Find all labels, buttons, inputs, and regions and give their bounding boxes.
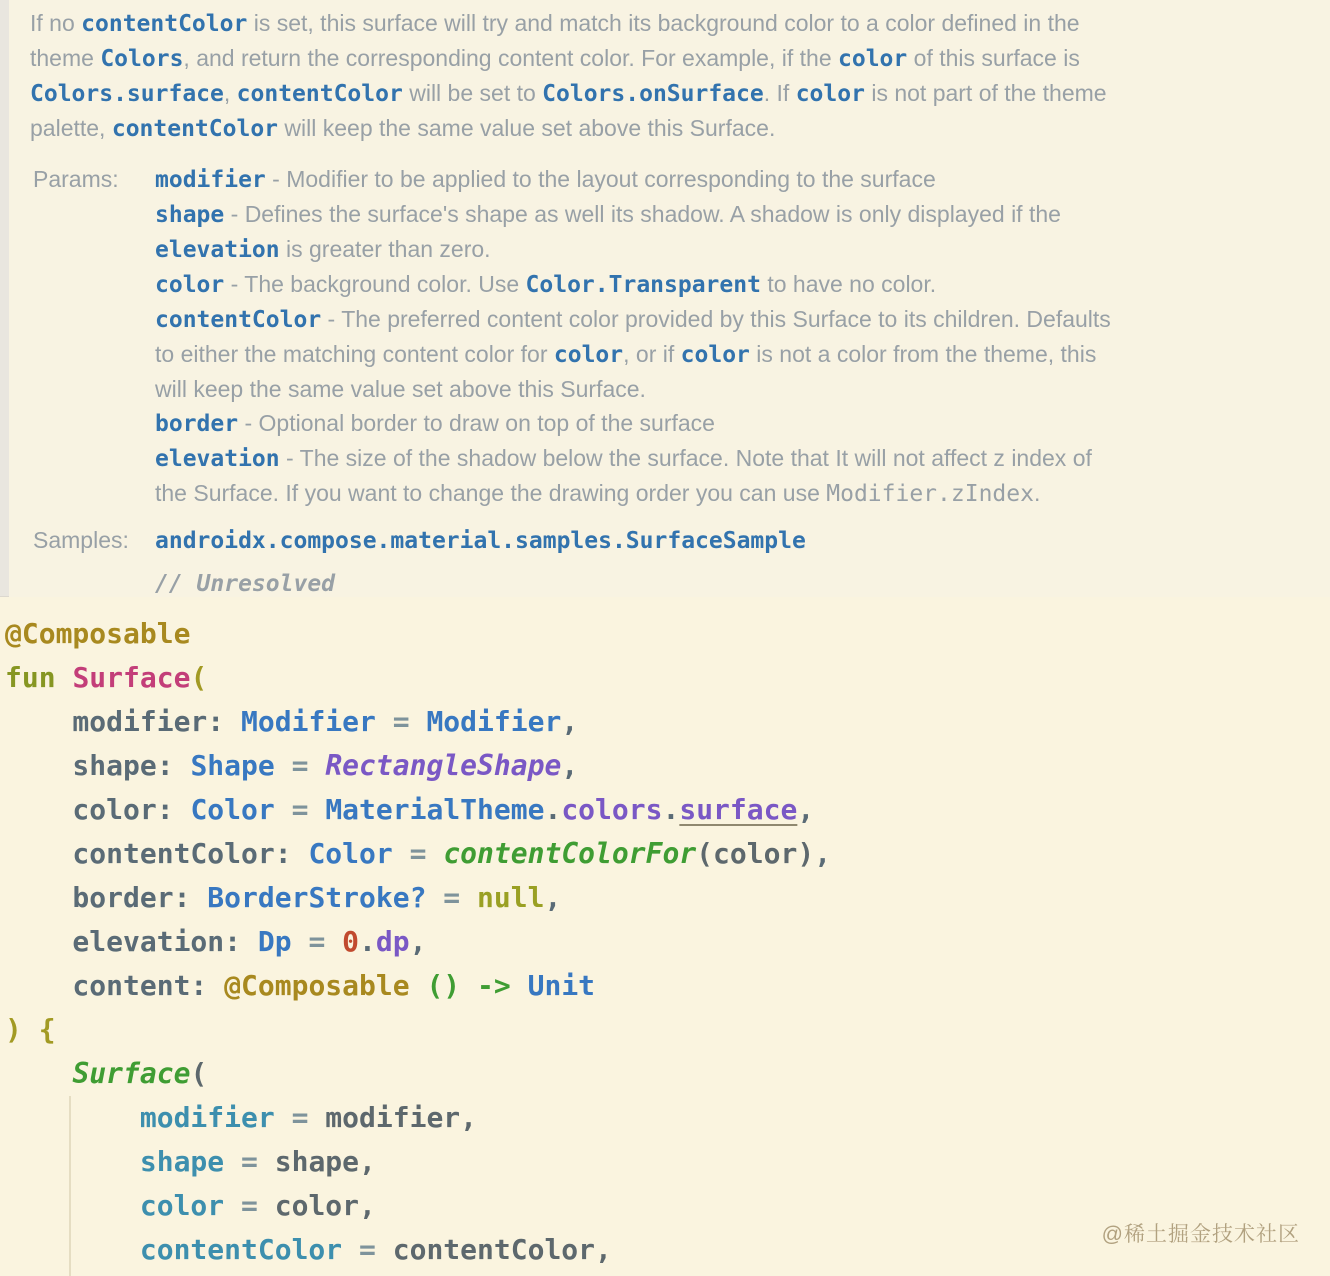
text-line: contentColor - The preferred content color provided by this Surface to its children. Defaults [155, 306, 1111, 333]
text-line: androidx.compose.material.samples.SurfaceSample [155, 528, 806, 554]
samples-section [30, 523, 1330, 601]
text-line: color - The background color. Use Color.Transparent to have no color. [155, 271, 937, 298]
text-line: theme Colors, and return the corresponding content color. For example, if the color of this surface is [30, 45, 1080, 72]
text-line: shape: Shape = RectangleShape, [5, 749, 579, 782]
params-content [155, 162, 1111, 511]
text-line: contentColor: Color = contentColorFor(color), [5, 837, 832, 870]
text-line: fun Surface( [5, 661, 208, 694]
text-line: shape - Defines the surface's shape as well its shadow. A shadow is only displayed if the [155, 201, 1061, 228]
text-line: modifier - Modifier to be applied to the layout corresponding to the surface [155, 166, 936, 193]
text-line: to either the matching content color for color, or if color is not a color from the theme, this [155, 341, 1097, 368]
params-section [30, 162, 1330, 511]
text-line: // Unresolved [155, 571, 336, 597]
text-line: elevation - The size of the shadow below the surface. Note that It will not affect z index of [155, 445, 1092, 472]
samples-wrap [155, 523, 806, 601]
params-label: Params: [33, 166, 119, 192]
text-line: color = color, [139, 1189, 376, 1222]
samples-content[interactable] [155, 523, 806, 558]
quick-documentation-popup[interactable] [9, 0, 1330, 597]
text-line: ) { [5, 1013, 56, 1046]
text-line: @Composable [5, 617, 191, 650]
text-line: content: @Composable () -> Unit [5, 969, 596, 1002]
code-editor[interactable] [0, 597, 1330, 1276]
left-gutter-strip [0, 0, 9, 597]
text-line: Colors.surface, contentColor will be set to Colors.onSurface. If color is not part of the theme [30, 80, 1107, 107]
text-line: border: BorderStroke? = null, [5, 881, 562, 914]
watermark-text: @稀土掘金技术社区 [1101, 1223, 1300, 1246]
text-line: will keep the same value set above this Surface. [155, 376, 646, 402]
text-line: modifier = modifier, [139, 1101, 478, 1134]
text-line: elevation is greater than zero. [155, 236, 491, 263]
indent-guide-line [69, 1096, 71, 1276]
text-line: Surface( [72, 1057, 208, 1090]
text-line: the Surface. If you want to change the drawing order you can use Modifier.zIndex. [155, 480, 1041, 507]
text-line: modifier: Modifier = Modifier, [5, 705, 579, 738]
text-line: elevation: Dp = 0.dp, [5, 925, 427, 958]
text-line: If no contentColor is set, this surface will try and match its background color to a color defined in the [30, 10, 1080, 37]
text-line: shape = shape, [139, 1145, 376, 1178]
text-line: palette, contentColor will keep the same value set above this Surface. [30, 115, 776, 142]
text-line: color: Color = MaterialTheme.colors.surface, [5, 793, 815, 826]
text-line: border - Optional border to draw on top of the surface [155, 410, 715, 437]
doc-description [30, 6, 1330, 146]
samples-label: Samples: [33, 527, 129, 553]
samples-unresolved-comment [155, 566, 806, 601]
text-line: contentColor = contentColor, [139, 1233, 612, 1266]
